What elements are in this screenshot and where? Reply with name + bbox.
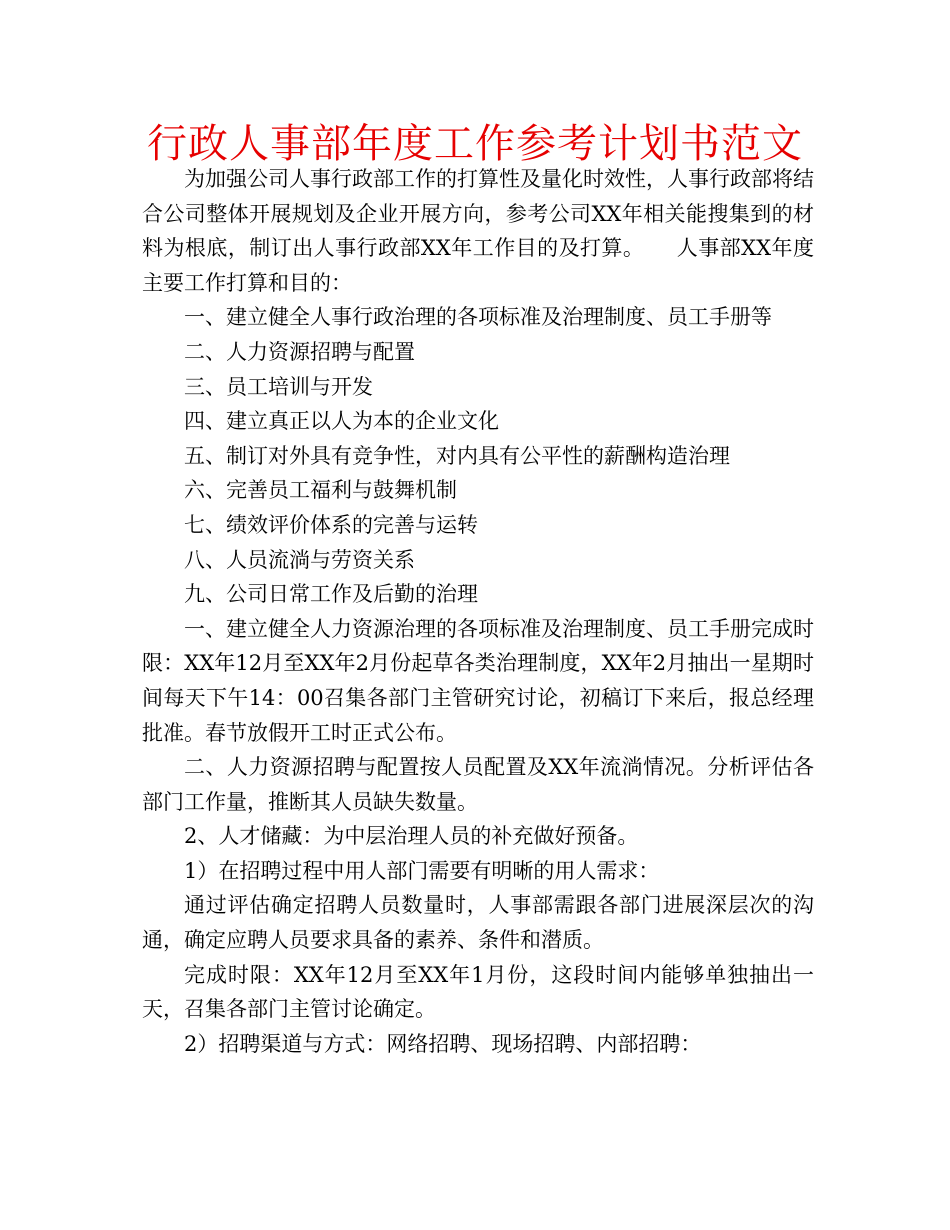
goal-item: 八、人员流淌与劳资关系 [184, 547, 415, 572]
goal-item: 二、人力资源招聘与配置 [184, 339, 415, 364]
document-body [142, 162, 814, 1061]
hiring-needs-detail-paragraph: 通过评估确定招聘人员数量时，人事部需跟各部门进展深层次的沟通，确定应聘人员要求具备的素养、条件和潜质。 [142, 893, 814, 953]
section-1-paragraph: 一、建立健全人力资源治理的各项标准及治理制度、员工手册完成时限：XX年12月至XX年2月份起草各类治理制度，XX年2月抽出一星期时间每天下午14：00召集各部门主管研究讨论，初稿订下来后，报总经理批准。春节放假开工时正式公布。 [142, 616, 814, 745]
talent-reserve-paragraph: 2、人才储藏：为中层治理人员的补充做好预备。 [184, 824, 639, 849]
goal-item: 一、建立健全人事行政治理的各项标准及治理制度、员工手册等 [184, 305, 772, 330]
goal-item: 九、公司日常工作及后勤的治理 [184, 582, 478, 607]
goal-item: 三、员工培训与开发 [184, 374, 373, 399]
goal-item: 六、完善员工福利与鼓舞机制 [184, 478, 457, 503]
section-2-paragraph: 二、人力资源招聘与配置按人员配置及XX年流淌情况。分析评估各部门工作量，推断其人员缺失数量。 [142, 755, 814, 814]
document-title: 行政人事部年度工作参考计划书范文 [147, 121, 803, 167]
recruitment-channels-paragraph: 2）招聘渠道与方式：网络招聘、现场招聘、内部招聘： [184, 1031, 702, 1056]
hiring-needs-paragraph: 1）在招聘过程中用人部门需要有明晰的用人需求： [184, 858, 660, 883]
intro-paragraph: 为加强公司人事行政部工作的打算性及量化时效性，人事行政部将结合公司整体开展规划及企业开展方向，参考公司XX年相关能搜集到的材料为根底，制订出人事行政部XX年工作目的及打算。 人事部XX年度主要工作打算和目的： [142, 167, 814, 295]
deadline-paragraph: 完成时限：XX年12月至XX年1月份，这段时间内能够单独抽出一天，召集各部门主管讨论确定。 [142, 962, 814, 1022]
goal-item: 七、绩效评价体系的完善与运转 [184, 512, 478, 537]
goal-item: 五、制订对外具有竞争性，对内具有公平性的薪酬构造治理 [184, 443, 730, 468]
goal-item: 四、建立真正以人为本的企业文化 [184, 409, 499, 434]
